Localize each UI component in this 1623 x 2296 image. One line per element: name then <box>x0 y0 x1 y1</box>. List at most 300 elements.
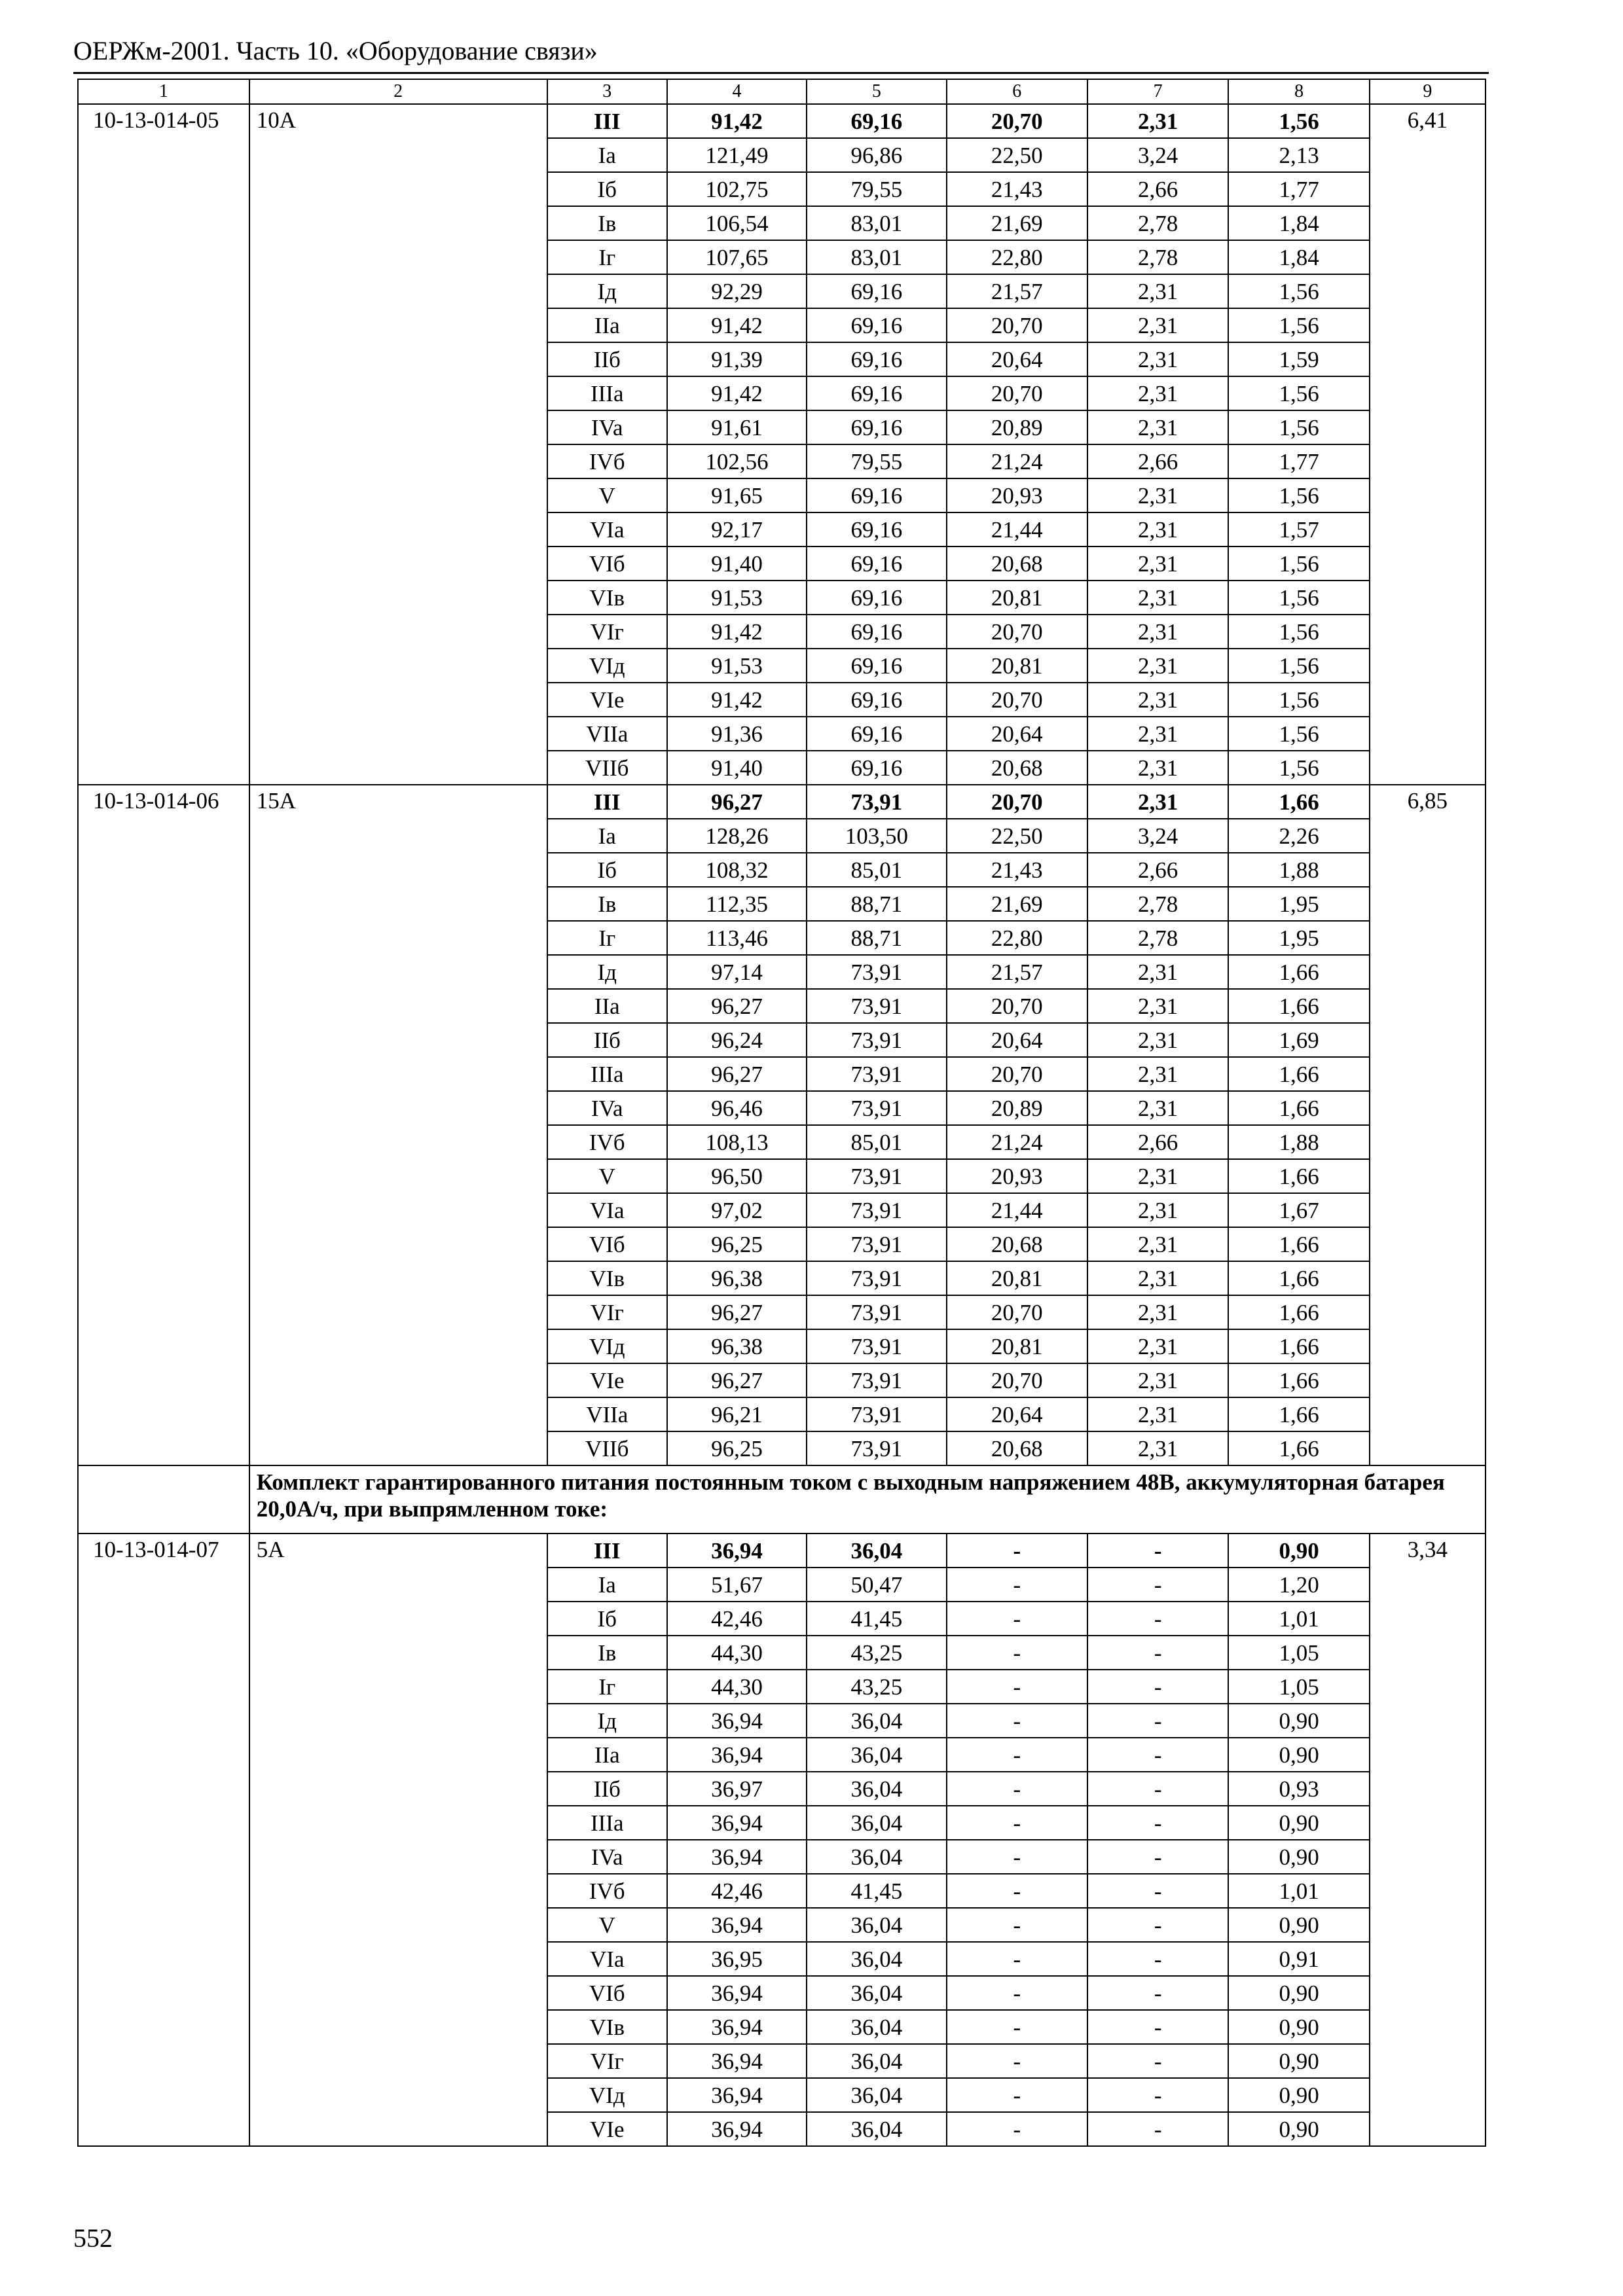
zone-cell: VIa <box>547 512 667 547</box>
value-cell: 92,29 <box>667 274 807 308</box>
value-cell: 20,64 <box>947 1397 1087 1431</box>
zone-cell: VIa <box>547 1193 667 1227</box>
value-cell: 69,16 <box>807 547 946 581</box>
value-cell: 69,16 <box>807 104 946 138</box>
value-cell: 97,02 <box>667 1193 807 1227</box>
value-cell: 2,78 <box>1087 206 1228 240</box>
value-cell: 50,47 <box>807 1568 946 1602</box>
value-cell: 1,56 <box>1228 751 1369 785</box>
zone-cell: VIг <box>547 2044 667 2078</box>
value-cell: 102,75 <box>667 172 807 206</box>
zone-cell: IVa <box>547 410 667 444</box>
value-cell: 69,16 <box>807 274 946 308</box>
zone-cell: III <box>547 104 667 138</box>
value-cell: 1,66 <box>1228 1159 1369 1193</box>
value-cell: 96,86 <box>807 138 946 172</box>
value-cell: 1,95 <box>1228 887 1369 921</box>
value-cell: 3,24 <box>1087 819 1228 853</box>
value-cell: 21,44 <box>947 1193 1087 1227</box>
value-cell: 69,16 <box>807 615 946 649</box>
zone-cell: Ia <box>547 1568 667 1602</box>
value-cell: 73,91 <box>807 1091 946 1125</box>
value-cell: 1,05 <box>1228 1670 1369 1704</box>
value-cell: 1,56 <box>1228 376 1369 410</box>
value-cell: 96,27 <box>667 1363 807 1397</box>
value-cell: 20,70 <box>947 785 1087 819</box>
value-cell: 1,56 <box>1228 615 1369 649</box>
table-body <box>78 79 1486 2146</box>
value-cell: - <box>1087 2044 1228 2078</box>
value-cell: 2,66 <box>1087 172 1228 206</box>
value-cell: 20,89 <box>947 410 1087 444</box>
value-cell: 79,55 <box>807 444 946 478</box>
value-cell: 21,43 <box>947 172 1087 206</box>
value-cell: 91,42 <box>667 615 807 649</box>
value-cell: 2,31 <box>1087 1057 1228 1091</box>
value-cell: 2,31 <box>1087 683 1228 717</box>
value-cell: 1,77 <box>1228 172 1369 206</box>
zone-cell: VIIa <box>547 717 667 751</box>
value-cell: 36,95 <box>667 1942 807 1976</box>
table-row <box>78 104 1486 138</box>
value-cell: 91,40 <box>667 751 807 785</box>
value-cell: 1,66 <box>1228 989 1369 1023</box>
value-cell: 20,68 <box>947 547 1087 581</box>
norm-value: 6,41 <box>1370 104 1486 785</box>
value-cell: 91,36 <box>667 717 807 751</box>
value-cell: 20,70 <box>947 615 1087 649</box>
value-cell: 1,56 <box>1228 649 1369 683</box>
zone-cell: Iд <box>547 274 667 308</box>
value-cell: 1,66 <box>1228 1431 1369 1465</box>
value-cell: 20,70 <box>947 989 1087 1023</box>
value-cell: 36,94 <box>667 1738 807 1772</box>
zone-cell: VIв <box>547 2010 667 2044</box>
value-cell: 96,25 <box>667 1227 807 1261</box>
value-cell: - <box>947 2010 1087 2044</box>
value-cell: 20,64 <box>947 1023 1087 1057</box>
value-cell: 36,04 <box>807 1738 946 1772</box>
value-cell: 2,13 <box>1228 138 1369 172</box>
value-cell: 113,46 <box>667 921 807 955</box>
value-cell: - <box>947 1534 1087 1568</box>
value-cell: - <box>1087 2112 1228 2146</box>
value-cell: - <box>1087 1738 1228 1772</box>
value-cell: 2,31 <box>1087 104 1228 138</box>
value-cell: 20,70 <box>947 1057 1087 1091</box>
value-cell: 44,30 <box>667 1670 807 1704</box>
value-cell: 1,66 <box>1228 1227 1369 1261</box>
zone-cell: Iг <box>547 921 667 955</box>
value-cell: 96,50 <box>667 1159 807 1193</box>
value-cell: 20,64 <box>947 342 1087 376</box>
value-cell: 2,31 <box>1087 342 1228 376</box>
zone-cell: VIб <box>547 547 667 581</box>
value-cell: 2,31 <box>1087 1363 1228 1397</box>
value-cell: 2,31 <box>1087 581 1228 615</box>
zone-cell: Iд <box>547 1704 667 1738</box>
value-cell: 1,77 <box>1228 444 1369 478</box>
rate-code: 10-13-014-06 <box>78 785 249 1465</box>
value-cell: 102,56 <box>667 444 807 478</box>
zone-cell: VIд <box>547 2078 667 2112</box>
value-cell: 21,69 <box>947 887 1087 921</box>
column-number: 8 <box>1228 79 1369 104</box>
value-cell: 20,81 <box>947 649 1087 683</box>
zone-cell: V <box>547 478 667 512</box>
value-cell: 20,81 <box>947 581 1087 615</box>
value-cell: 2,31 <box>1087 308 1228 342</box>
value-cell: 73,91 <box>807 1023 946 1057</box>
value-cell: 79,55 <box>807 172 946 206</box>
value-cell: 2,31 <box>1087 1261 1228 1295</box>
value-cell: 69,16 <box>807 751 946 785</box>
value-cell: 1,88 <box>1228 853 1369 887</box>
value-cell: 51,67 <box>667 1568 807 1602</box>
value-cell: 20,70 <box>947 1295 1087 1329</box>
value-cell: - <box>1087 1772 1228 1806</box>
value-cell: 36,94 <box>667 1806 807 1840</box>
value-cell: 2,31 <box>1087 989 1228 1023</box>
value-cell: 36,04 <box>807 1704 946 1738</box>
value-cell: - <box>1087 1840 1228 1874</box>
zone-cell: Iб <box>547 1602 667 1636</box>
zone-cell: VIв <box>547 581 667 615</box>
value-cell: 20,81 <box>947 1329 1087 1363</box>
value-cell: 69,16 <box>807 717 946 751</box>
zone-cell: V <box>547 1159 667 1193</box>
value-cell: 36,94 <box>667 2112 807 2146</box>
value-cell: - <box>947 1840 1087 1874</box>
value-cell: 41,45 <box>807 1602 946 1636</box>
value-cell: 0,91 <box>1228 1942 1369 1976</box>
zone-cell: III <box>547 785 667 819</box>
value-cell: 1,56 <box>1228 104 1369 138</box>
value-cell: - <box>1087 1534 1228 1568</box>
value-cell: 69,16 <box>807 581 946 615</box>
value-cell: 36,94 <box>667 1976 807 2010</box>
value-cell: - <box>1087 1806 1228 1840</box>
value-cell: - <box>1087 1636 1228 1670</box>
value-cell: 2,31 <box>1087 649 1228 683</box>
value-cell: 1,56 <box>1228 581 1369 615</box>
zone-cell: IIIa <box>547 1057 667 1091</box>
value-cell: 1,56 <box>1228 308 1369 342</box>
value-cell: 85,01 <box>807 853 946 887</box>
value-cell: 22,50 <box>947 819 1087 853</box>
value-cell: 73,91 <box>807 1227 946 1261</box>
value-cell: 96,27 <box>667 1057 807 1091</box>
value-cell: 36,94 <box>667 2044 807 2078</box>
value-cell: 20,68 <box>947 1227 1087 1261</box>
value-cell: - <box>1087 1602 1228 1636</box>
value-cell: 73,91 <box>807 1193 946 1227</box>
value-cell: 92,17 <box>667 512 807 547</box>
value-cell: 1,56 <box>1228 683 1369 717</box>
value-cell: 1,56 <box>1228 274 1369 308</box>
zone-cell: Iв <box>547 1636 667 1670</box>
value-cell: 43,25 <box>807 1636 946 1670</box>
value-cell: 20,70 <box>947 1363 1087 1397</box>
value-cell: 21,44 <box>947 512 1087 547</box>
value-cell: 96,46 <box>667 1091 807 1125</box>
zone-cell: IVб <box>547 1874 667 1908</box>
value-cell: 36,97 <box>667 1772 807 1806</box>
value-cell: 36,94 <box>667 1534 807 1568</box>
value-cell: - <box>1087 1874 1228 1908</box>
table-row <box>78 785 1486 819</box>
value-cell: 73,91 <box>807 1261 946 1295</box>
zone-cell: Iб <box>547 853 667 887</box>
value-cell: 1,01 <box>1228 1602 1369 1636</box>
value-cell: 96,27 <box>667 989 807 1023</box>
value-cell: 108,32 <box>667 853 807 887</box>
section-title: Комплект гарантированного питания постоянным током с выходным напряжением 48В, аккумуляторная батарея 20,0А/ч, при выпрямленном токе: <box>249 1465 1486 1534</box>
value-cell: 36,04 <box>807 1806 946 1840</box>
value-cell: 73,91 <box>807 989 946 1023</box>
value-cell: 43,25 <box>807 1670 946 1704</box>
zone-cell: Iв <box>547 887 667 921</box>
value-cell: 21,24 <box>947 444 1087 478</box>
value-cell: 1,66 <box>1228 1397 1369 1431</box>
value-cell: 1,05 <box>1228 1636 1369 1670</box>
zone-cell: VIб <box>547 1227 667 1261</box>
value-cell: 0,90 <box>1228 1840 1369 1874</box>
value-cell: 2,31 <box>1087 1227 1228 1261</box>
value-cell: 2,31 <box>1087 1431 1228 1465</box>
value-cell: - <box>947 1704 1087 1738</box>
value-cell: 1,69 <box>1228 1023 1369 1057</box>
value-cell: 36,04 <box>807 2112 946 2146</box>
value-cell: 2,66 <box>1087 444 1228 478</box>
value-cell: 91,65 <box>667 478 807 512</box>
column-number: 7 <box>1087 79 1228 104</box>
value-cell: 1,66 <box>1228 955 1369 989</box>
value-cell: - <box>947 1908 1087 1942</box>
value-cell: 2,31 <box>1087 512 1228 547</box>
zone-cell: IIб <box>547 342 667 376</box>
value-cell: 128,26 <box>667 819 807 853</box>
value-cell: 121,49 <box>667 138 807 172</box>
value-cell: 91,42 <box>667 683 807 717</box>
zone-cell: IIб <box>547 1023 667 1057</box>
value-cell: 0,93 <box>1228 1772 1369 1806</box>
zone-cell: VIIa <box>547 1397 667 1431</box>
zone-cell: Iв <box>547 206 667 240</box>
rate-name: 15A <box>249 785 547 1465</box>
value-cell: 2,31 <box>1087 376 1228 410</box>
value-cell: 1,66 <box>1228 785 1369 819</box>
value-cell: 20,81 <box>947 1261 1087 1295</box>
value-cell: 36,04 <box>807 1772 946 1806</box>
value-cell: 91,53 <box>667 649 807 683</box>
rate-name: 10A <box>249 104 547 785</box>
value-cell: 36,94 <box>667 1704 807 1738</box>
value-cell: 91,40 <box>667 547 807 581</box>
value-cell: 1,59 <box>1228 342 1369 376</box>
value-cell: 0,90 <box>1228 1704 1369 1738</box>
value-cell: 2,31 <box>1087 751 1228 785</box>
value-cell: 0,90 <box>1228 2078 1369 2112</box>
zone-cell: VIe <box>547 2112 667 2146</box>
norm-value: 3,34 <box>1370 1534 1486 2146</box>
zone-cell: IIб <box>547 1772 667 1806</box>
zone-cell: IIa <box>547 308 667 342</box>
value-cell: 91,42 <box>667 308 807 342</box>
value-cell: 91,61 <box>667 410 807 444</box>
value-cell: 20,64 <box>947 717 1087 751</box>
value-cell: 85,01 <box>807 1125 946 1159</box>
value-cell: 1,95 <box>1228 921 1369 955</box>
section-spacer-cell <box>78 1465 249 1534</box>
zone-cell: IVб <box>547 1125 667 1159</box>
value-cell: 0,90 <box>1228 2112 1369 2146</box>
value-cell: 2,26 <box>1228 819 1369 853</box>
zone-cell: VIд <box>547 649 667 683</box>
value-cell: - <box>1087 1568 1228 1602</box>
value-cell: 36,04 <box>807 1976 946 2010</box>
zone-cell: Iб <box>547 172 667 206</box>
zone-cell: IIIa <box>547 1806 667 1840</box>
value-cell: 36,04 <box>807 2078 946 2112</box>
value-cell: 91,42 <box>667 104 807 138</box>
value-cell: 20,93 <box>947 478 1087 512</box>
value-cell: 42,46 <box>667 1602 807 1636</box>
value-cell: 2,31 <box>1087 1397 1228 1431</box>
value-cell: - <box>947 2044 1087 2078</box>
value-cell: 21,57 <box>947 274 1087 308</box>
value-cell: 2,31 <box>1087 785 1228 819</box>
value-cell: 69,16 <box>807 478 946 512</box>
value-cell: 96,27 <box>667 1295 807 1329</box>
value-cell: 2,78 <box>1087 921 1228 955</box>
value-cell: 2,31 <box>1087 717 1228 751</box>
value-cell: 20,70 <box>947 683 1087 717</box>
value-cell: 107,65 <box>667 240 807 274</box>
zone-cell: Ia <box>547 819 667 853</box>
column-number: 9 <box>1370 79 1486 104</box>
value-cell: 2,31 <box>1087 274 1228 308</box>
value-cell: - <box>947 1602 1087 1636</box>
value-cell: - <box>947 2112 1087 2146</box>
value-cell: 2,31 <box>1087 1329 1228 1363</box>
section-row <box>78 1465 1486 1534</box>
column-number: 6 <box>947 79 1087 104</box>
value-cell: 69,16 <box>807 410 946 444</box>
value-cell: 1,66 <box>1228 1329 1369 1363</box>
value-cell: - <box>947 1636 1087 1670</box>
value-cell: 36,04 <box>807 2010 946 2044</box>
value-cell: 96,25 <box>667 1431 807 1465</box>
value-cell: 73,91 <box>807 1295 946 1329</box>
value-cell: 73,91 <box>807 1363 946 1397</box>
value-cell: 0,90 <box>1228 2010 1369 2044</box>
value-cell: 22,80 <box>947 921 1087 955</box>
value-cell: 73,91 <box>807 1329 946 1363</box>
value-cell: 20,70 <box>947 376 1087 410</box>
value-cell: 91,39 <box>667 342 807 376</box>
value-cell: 69,16 <box>807 649 946 683</box>
value-cell: - <box>947 1772 1087 1806</box>
value-cell: 21,69 <box>947 206 1087 240</box>
value-cell: 0,90 <box>1228 2044 1369 2078</box>
zone-cell: VIв <box>547 1261 667 1295</box>
value-cell: 1,56 <box>1228 478 1369 512</box>
value-cell: 36,04 <box>807 2044 946 2078</box>
value-cell: 20,68 <box>947 1431 1087 1465</box>
value-cell: 1,66 <box>1228 1295 1369 1329</box>
value-cell: 88,71 <box>807 887 946 921</box>
value-cell: 1,66 <box>1228 1091 1369 1125</box>
rate-name: 5A <box>249 1534 547 2146</box>
value-cell: 83,01 <box>807 206 946 240</box>
value-cell: 2,78 <box>1087 887 1228 921</box>
value-cell: 20,89 <box>947 1091 1087 1125</box>
table-row <box>78 1534 1486 1568</box>
value-cell: 2,31 <box>1087 1091 1228 1125</box>
column-number: 1 <box>78 79 249 104</box>
value-cell: - <box>947 1874 1087 1908</box>
value-cell: - <box>947 2078 1087 2112</box>
value-cell: 1,56 <box>1228 410 1369 444</box>
value-cell: 69,16 <box>807 376 946 410</box>
zone-cell: III <box>547 1534 667 1568</box>
value-cell: 1,20 <box>1228 1568 1369 1602</box>
value-cell: 20,68 <box>947 751 1087 785</box>
zone-cell: VIe <box>547 1363 667 1397</box>
value-cell: 73,91 <box>807 1159 946 1193</box>
value-cell: 73,91 <box>807 785 946 819</box>
value-cell: 0,90 <box>1228 1534 1369 1568</box>
value-cell: 2,66 <box>1087 1125 1228 1159</box>
column-number: 5 <box>807 79 946 104</box>
value-cell: 42,46 <box>667 1874 807 1908</box>
value-cell: 69,16 <box>807 342 946 376</box>
column-number: 2 <box>249 79 547 104</box>
value-cell: 108,13 <box>667 1125 807 1159</box>
value-cell: 2,31 <box>1087 547 1228 581</box>
zone-cell: IIa <box>547 1738 667 1772</box>
value-cell: 73,91 <box>807 1057 946 1091</box>
value-cell: 36,04 <box>807 1534 946 1568</box>
value-cell: 91,53 <box>667 581 807 615</box>
column-number: 3 <box>547 79 667 104</box>
value-cell: 22,80 <box>947 240 1087 274</box>
value-cell: 69,16 <box>807 512 946 547</box>
zone-cell: VIб <box>547 1976 667 2010</box>
value-cell: 2,31 <box>1087 955 1228 989</box>
value-cell: 1,56 <box>1228 547 1369 581</box>
value-cell: - <box>1087 1942 1228 1976</box>
zone-cell: VIг <box>547 1295 667 1329</box>
zone-cell: V <box>547 1908 667 1942</box>
value-cell: 3,24 <box>1087 138 1228 172</box>
value-cell: 21,43 <box>947 853 1087 887</box>
value-cell: 112,35 <box>667 887 807 921</box>
zone-cell: Iг <box>547 240 667 274</box>
rates-table <box>77 79 1486 2147</box>
value-cell: 36,94 <box>667 2078 807 2112</box>
value-cell: 1,66 <box>1228 1261 1369 1295</box>
zone-cell: VIIб <box>547 751 667 785</box>
value-cell: 20,70 <box>947 104 1087 138</box>
value-cell: 83,01 <box>807 240 946 274</box>
value-cell: 96,38 <box>667 1329 807 1363</box>
value-cell: - <box>947 1670 1087 1704</box>
zone-cell: IVa <box>547 1091 667 1125</box>
value-cell: - <box>947 1976 1087 2010</box>
value-cell: 2,31 <box>1087 1023 1228 1057</box>
